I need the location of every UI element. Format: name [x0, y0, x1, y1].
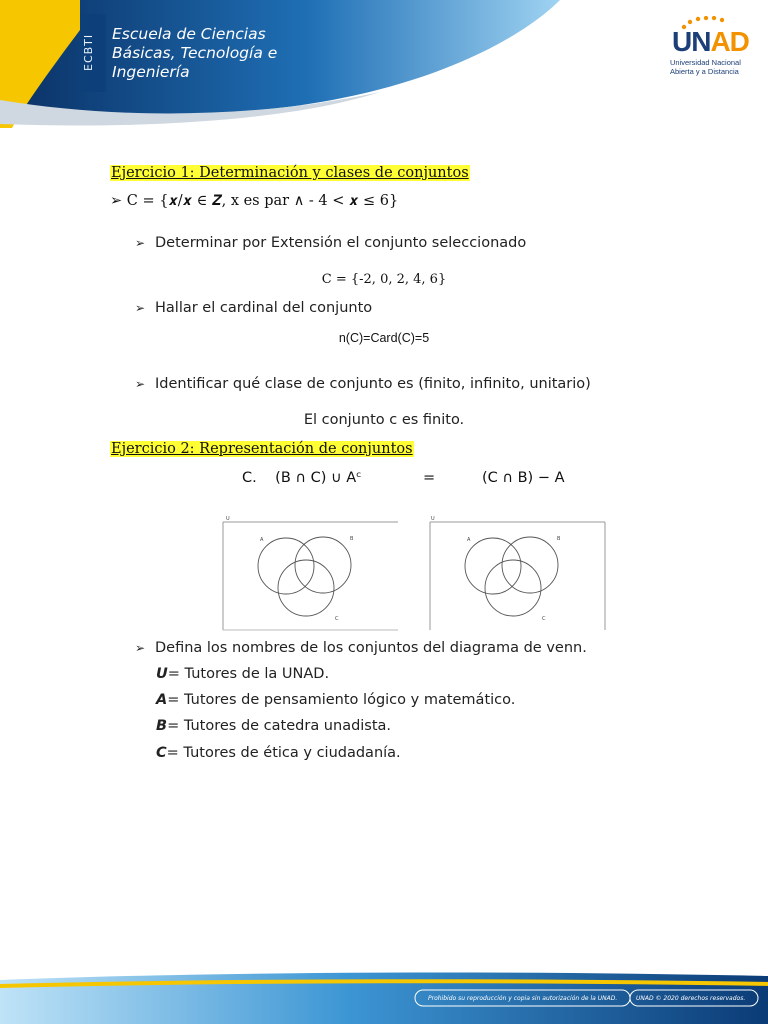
definition-text: = Tutores de catedra unadista.	[167, 718, 392, 734]
bullet-item-class	[135, 376, 591, 392]
bullet-text: Identificar qué clase de conjunto es (finito, infinito, unitario)	[155, 376, 591, 392]
venn-label-b: B	[557, 536, 561, 542]
venn-label-u: U	[226, 516, 230, 522]
definition-c	[156, 745, 401, 761]
school-name-line-1: Escuela de Ciencias	[112, 25, 266, 43]
exercise-1-heading: Ejercicio 1: Determinación y clases de conjuntos	[111, 165, 469, 181]
unad-subtitle-1: Universidad Nacional	[670, 58, 741, 67]
venn-label-c: C	[335, 616, 339, 622]
unad-wordmark: UNAD	[672, 26, 749, 57]
bullet-item-cardinal	[135, 300, 372, 316]
page-header	[0, 0, 768, 130]
bullet-arrow-icon: ➢	[135, 377, 146, 391]
venn-diagram-right	[427, 512, 609, 632]
venn-diagram-left	[220, 512, 402, 632]
venn-label-b: B	[350, 536, 354, 542]
definition-symbol: C	[156, 745, 167, 761]
cardinal-result: n(C)=Card(C)=5	[338, 331, 430, 345]
bullet-item-venn-names	[135, 640, 587, 656]
footer-notice: Prohibido su reproducción y copia sin autorización de la UNAD.	[428, 995, 618, 1002]
venn-label-u: U	[431, 516, 435, 522]
footer-copyright: UNAD © 2020 derechos reservados.	[636, 995, 746, 1002]
definition-text: = Tutores de pensamiento lógico y matemático.	[167, 692, 516, 708]
extension-set: C = {-2, 0, 2, 4, 6}	[321, 272, 447, 287]
bullet-text: Determinar por Extensión el conjunto seleccionado	[155, 235, 527, 251]
set-class-result: El conjunto c es finito.	[303, 412, 465, 428]
bullet-arrow-icon: ➢	[135, 641, 146, 655]
bullet-text: Hallar el cardinal del conjunto	[155, 300, 373, 316]
definition-text: = Tutores de ética y ciudadanía.	[166, 745, 401, 761]
definition-a	[156, 692, 515, 708]
bullet-arrow-icon: ➢	[135, 236, 146, 250]
definition-symbol: U	[156, 666, 168, 682]
definition-symbol: A	[156, 692, 168, 708]
ecbti-vertical-label: ECBTI	[82, 33, 95, 71]
bullet-text: Defina los nombres de los conjuntos del diagrama de venn.	[155, 640, 587, 656]
venn-label-a: A	[260, 537, 264, 543]
school-name-line-3: Ingeniería	[112, 63, 190, 81]
bullet-item-extension	[135, 235, 526, 251]
venn-label-a: A	[467, 537, 471, 543]
unad-subtitle-2: Abierta y a Distancia	[670, 67, 739, 76]
equation-equals: =	[423, 470, 436, 486]
definition-b	[156, 718, 391, 734]
exercise-2-heading: Ejercicio 2: Representación de conjuntos	[111, 441, 413, 457]
bullet-arrow-icon: ➢	[135, 301, 146, 315]
equation-left: C. (B ∩ C) ∪ Aᶜ	[242, 470, 362, 486]
school-name-line-2: Básicas, Tecnología e	[112, 44, 278, 62]
venn-label-c: C	[542, 616, 546, 622]
definition-text: = Tutores de la UNAD.	[167, 666, 330, 682]
definition-symbol: B	[156, 718, 168, 734]
equation-right: (C ∩ B) − A	[482, 470, 565, 486]
set-definition: ➢ C = {𝒙/𝒙 ∈ 𝒁, x es par ∧ - 4 < 𝒙 ≤ 6}	[110, 193, 399, 209]
definition-u	[156, 666, 329, 682]
